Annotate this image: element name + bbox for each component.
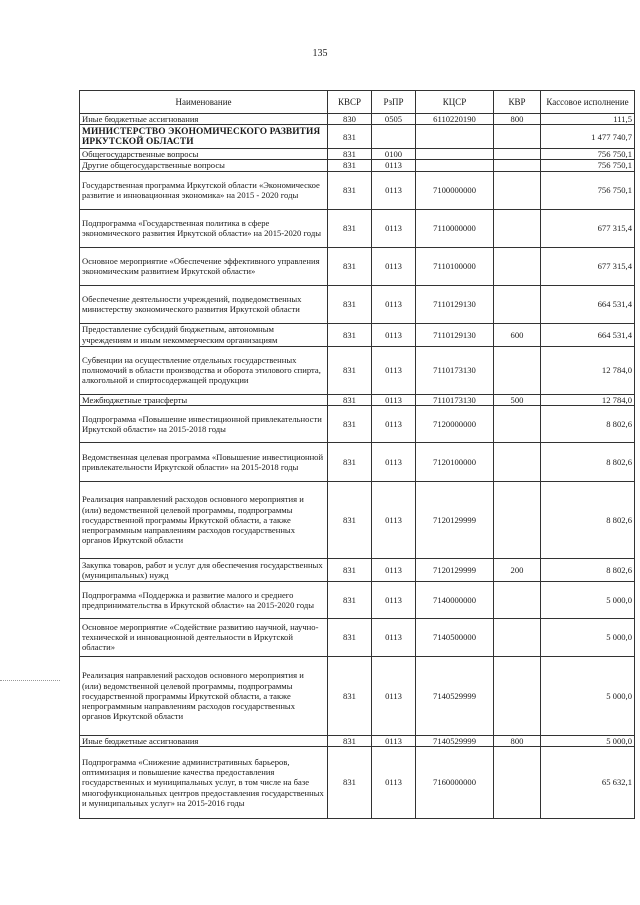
cell-kcsr: 7110100000 — [416, 247, 494, 285]
cell-amount: 12 784,0 — [541, 394, 635, 405]
table-row — [80, 442, 635, 481]
table-row — [80, 171, 635, 209]
cell-kvr — [494, 481, 541, 558]
cell-amount: 756 750,1 — [541, 171, 635, 209]
table-row — [80, 405, 635, 442]
table-row — [80, 747, 635, 819]
cell-name: Основное мероприятие «Содействие развитию научной, научно-технической и инновационной деятельности в Иркутской области» — [80, 618, 328, 656]
cell-rzpr: 0113 — [372, 656, 416, 735]
cell-rzpr: 0113 — [372, 160, 416, 171]
cell-rzpr: 0113 — [372, 394, 416, 405]
cell-kvr: 200 — [494, 558, 541, 581]
cell-kvsr: 831 — [328, 394, 372, 405]
cell-name: Ведомственная целевая программа «Повышение инвестиционной привлекательности Иркутской области» на 2015-2018 годы — [80, 442, 328, 481]
table-row — [80, 160, 635, 171]
cell-name: Предоставление субсидий бюджетным, автономным учреждениям и иным некоммерческим организациям — [80, 323, 328, 346]
cell-amount: 111,5 — [541, 114, 635, 125]
table-row — [80, 114, 635, 125]
cell-kcsr — [416, 125, 494, 149]
cell-kvsr: 831 — [328, 558, 372, 581]
table-row — [80, 618, 635, 656]
cell-name: Реализация направлений расходов основного мероприятия и (или) ведомственной целевой программы, подпрограммы государственной программы Иркутской области, а также непрограммным направлениям расходов государственных органов Иркутской области — [80, 481, 328, 558]
table-header-row — [80, 91, 635, 114]
cell-rzpr: 0505 — [372, 114, 416, 125]
cell-kvr — [494, 171, 541, 209]
cell-rzpr — [372, 125, 416, 149]
cell-name: Общегосударственные вопросы — [80, 149, 328, 160]
cell-amount: 5 000,0 — [541, 618, 635, 656]
cell-kvr — [494, 247, 541, 285]
cell-name: Обеспечение деятельности учреждений, подведомственных министерству экономического развития Иркутской области — [80, 285, 328, 323]
cell-kcsr: 7140529999 — [416, 656, 494, 735]
table-row — [80, 209, 635, 247]
cell-kvr: 800 — [494, 735, 541, 746]
cell-name: Другие общегосударственные вопросы — [80, 160, 328, 171]
cell-kcsr: 7110173130 — [416, 394, 494, 405]
cell-kvr — [494, 405, 541, 442]
cell-amount: 8 802,6 — [541, 558, 635, 581]
cell-rzpr: 0113 — [372, 481, 416, 558]
cell-kvr — [494, 209, 541, 247]
cell-rzpr: 0113 — [372, 405, 416, 442]
cell-kvsr: 831 — [328, 581, 372, 618]
cell-kvr — [494, 346, 541, 394]
cell-name: МИНИСТЕРСТВО ЭКОНОМИЧЕСКОГО РАЗВИТИЯ ИРКУТСКОЙ ОБЛАСТИ — [80, 125, 328, 149]
cell-kvsr: 831 — [328, 735, 372, 746]
cell-name: Иные бюджетные ассигнования — [80, 735, 328, 746]
cell-kvr — [494, 747, 541, 819]
cell-amount: 8 802,6 — [541, 405, 635, 442]
cell-kvsr: 831 — [328, 481, 372, 558]
cell-kcsr — [416, 149, 494, 160]
cell-kvr — [494, 149, 541, 160]
cell-amount: 8 802,6 — [541, 481, 635, 558]
cell-rzpr: 0113 — [372, 209, 416, 247]
table-row — [80, 149, 635, 160]
cell-name: Межбюджетные трансферты — [80, 394, 328, 405]
cell-rzpr: 0113 — [372, 346, 416, 394]
table-row — [80, 125, 635, 149]
cell-name: Подпрограмма «Повышение инвестиционной привлекательности Иркутской области» на 2015-2018 годы — [80, 405, 328, 442]
cell-kvsr: 830 — [328, 114, 372, 125]
cell-kcsr: 7110173130 — [416, 346, 494, 394]
cell-kcsr — [416, 160, 494, 171]
table-row — [80, 394, 635, 405]
table-row — [80, 558, 635, 581]
cell-kvsr: 831 — [328, 405, 372, 442]
cell-kcsr: 7110129130 — [416, 285, 494, 323]
cell-name: Подпрограмма «Снижение административных барьеров, оптимизация и повышение качества предоставления государственных и муниципальных услуг, в том числе на базе многофункциональных центров предоставления государственных и муниципальных услуг» на 2015-2016 годы — [80, 747, 328, 819]
cell-kvr — [494, 160, 541, 171]
table-body — [80, 114, 635, 819]
table-row — [80, 247, 635, 285]
cell-kvr: 800 — [494, 114, 541, 125]
cell-kvsr: 831 — [328, 323, 372, 346]
cell-kcsr: 7110000000 — [416, 209, 494, 247]
cell-kvsr: 831 — [328, 747, 372, 819]
header-name: Наименование — [80, 91, 328, 114]
cell-amount: 65 632,1 — [541, 747, 635, 819]
cell-kvr — [494, 581, 541, 618]
cell-kvsr: 831 — [328, 171, 372, 209]
cell-rzpr: 0113 — [372, 747, 416, 819]
cell-rzpr: 0113 — [372, 581, 416, 618]
table-row — [80, 581, 635, 618]
header-kvr: КВР — [494, 91, 541, 114]
cell-kvr — [494, 656, 541, 735]
cell-kvr — [494, 442, 541, 481]
cell-amount: 1 477 740,7 — [541, 125, 635, 149]
cell-kcsr: 7100000000 — [416, 171, 494, 209]
cell-kvsr: 831 — [328, 247, 372, 285]
cell-kcsr: 7140529999 — [416, 735, 494, 746]
header-kvsr: КВСР — [328, 91, 372, 114]
cell-rzpr: 0113 — [372, 735, 416, 746]
table-row — [80, 656, 635, 735]
cell-kvsr: 831 — [328, 285, 372, 323]
cell-amount: 5 000,0 — [541, 656, 635, 735]
cell-kvsr: 831 — [328, 618, 372, 656]
cell-kcsr: 6110220190 — [416, 114, 494, 125]
cell-kvsr: 831 — [328, 346, 372, 394]
cell-rzpr: 0100 — [372, 149, 416, 160]
cell-kcsr: 7110129130 — [416, 323, 494, 346]
cell-kcsr: 7120129999 — [416, 558, 494, 581]
cell-kvsr: 831 — [328, 160, 372, 171]
page-number: 135 — [312, 48, 328, 59]
cell-amount: 12 784,0 — [541, 346, 635, 394]
cell-kvsr: 831 — [328, 149, 372, 160]
cell-amount: 677 315,4 — [541, 247, 635, 285]
cell-kcsr: 7160000000 — [416, 747, 494, 819]
cell-name: Государственная программа Иркутской области «Экономическое развитие и инновационная экономика» на 2015 - 2020 годы — [80, 171, 328, 209]
cell-kvsr: 831 — [328, 656, 372, 735]
table-row — [80, 285, 635, 323]
cell-rzpr: 0113 — [372, 558, 416, 581]
cell-amount: 756 750,1 — [541, 160, 635, 171]
cell-name: Субвенции на осуществление отдельных государственных полномочий в области производства и оборота этилового спирта, алкогольной и спиртосодержащей продукции — [80, 346, 328, 394]
table-row — [80, 346, 635, 394]
cell-kvr — [494, 285, 541, 323]
cell-name: Подпрограмма «Поддержка и развитие малого и среднего предпринимательства в Иркутской области» на 2015-2020 годы — [80, 581, 328, 618]
cell-name: Закупка товаров, работ и услуг для обеспечения государственных (муниципальных) нужд — [80, 558, 328, 581]
cell-amount: 8 802,6 — [541, 442, 635, 481]
cell-kvr — [494, 125, 541, 149]
header-rzpr: РзПР — [372, 91, 416, 114]
cell-kcsr: 7120129999 — [416, 481, 494, 558]
cell-amount: 5 000,0 — [541, 735, 635, 746]
budget-table — [79, 90, 635, 819]
cell-rzpr: 0113 — [372, 285, 416, 323]
cell-kcsr: 7120000000 — [416, 405, 494, 442]
cell-kvr: 600 — [494, 323, 541, 346]
cell-amount: 664 531,4 — [541, 323, 635, 346]
header-kcsr: КЦСР — [416, 91, 494, 114]
header-amount: Кассовое исполнение — [541, 91, 635, 114]
cell-name: Основное мероприятие «Обеспечение эффективного управления экономическим развитием Иркутской области» — [80, 247, 328, 285]
cell-kvr — [494, 618, 541, 656]
scan-edge-mark — [0, 680, 60, 682]
cell-rzpr: 0113 — [372, 442, 416, 481]
cell-kvsr: 831 — [328, 125, 372, 149]
cell-rzpr: 0113 — [372, 323, 416, 346]
cell-kvsr: 831 — [328, 442, 372, 481]
cell-rzpr: 0113 — [372, 171, 416, 209]
cell-kvsr: 831 — [328, 209, 372, 247]
cell-amount: 664 531,4 — [541, 285, 635, 323]
cell-kcsr: 7120100000 — [416, 442, 494, 481]
cell-name: Подпрограмма «Государственная политика в сфере экономического развития Иркутской области» на 2015-2020 годы — [80, 209, 328, 247]
cell-rzpr: 0113 — [372, 618, 416, 656]
cell-amount: 756 750,1 — [541, 149, 635, 160]
cell-amount: 677 315,4 — [541, 209, 635, 247]
cell-name: Иные бюджетные ассигнования — [80, 114, 328, 125]
cell-kcsr: 7140500000 — [416, 618, 494, 656]
table-row — [80, 481, 635, 558]
cell-kvr: 500 — [494, 394, 541, 405]
cell-rzpr: 0113 — [372, 247, 416, 285]
cell-name: Реализация направлений расходов основного мероприятия и (или) ведомственной целевой программы, подпрограммы государственной программы Иркутской области, а также непрограммным направлениям расходов государственных органов Иркутской области — [80, 656, 328, 735]
table-row — [80, 323, 635, 346]
cell-amount: 5 000,0 — [541, 581, 635, 618]
table-row — [80, 735, 635, 746]
cell-kcsr: 7140000000 — [416, 581, 494, 618]
